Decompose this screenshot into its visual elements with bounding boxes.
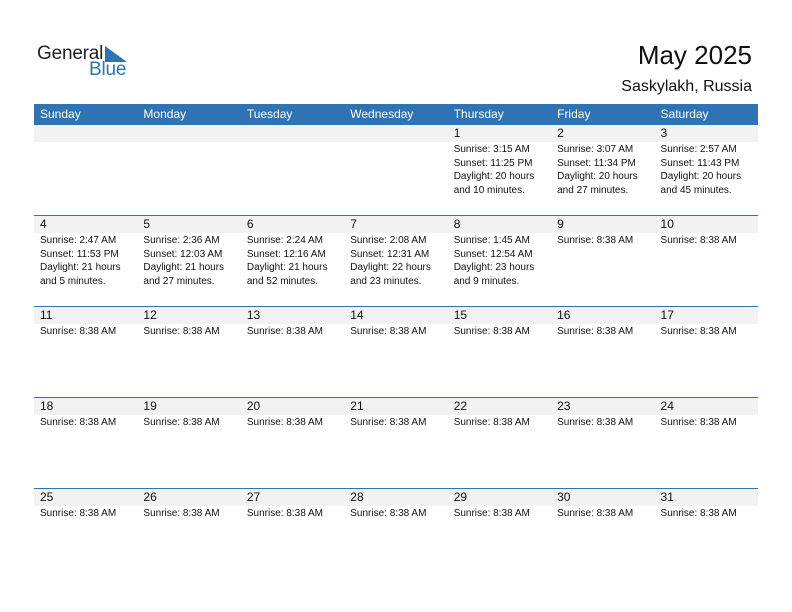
day-info	[34, 506, 137, 521]
day-number: 31	[655, 489, 758, 506]
day-number: 7	[344, 216, 447, 233]
calendar-title: May 2025	[637, 40, 752, 70]
day-info	[241, 506, 344, 521]
day-info-line: Sunrise: 8:38 AM	[40, 508, 117, 519]
day-cell	[137, 125, 240, 215]
day-info-line: Sunrise: 8:38 AM	[557, 235, 634, 246]
day-info-line: Sunrise: 1:45 AM	[453, 235, 530, 246]
day-cell	[241, 398, 344, 488]
day-info	[551, 324, 654, 339]
day-cell	[448, 489, 551, 579]
day-number	[241, 125, 344, 142]
day-info-line: and 52 minutes.	[246, 275, 319, 287]
day-info-line: Sunrise: 8:38 AM	[143, 326, 220, 337]
day-cell	[448, 307, 551, 397]
day-info-line: and 23 minutes.	[350, 275, 422, 287]
day-number: 19	[137, 398, 240, 415]
day-info-line: Daylight: 20 hours	[453, 171, 535, 182]
day-info-line: Sunrise: 2:47 AM	[40, 235, 117, 246]
day-number: 27	[241, 489, 344, 506]
day-info-line: Daylight: 22 hours	[350, 262, 431, 273]
weekday-wednesday: Wednesday	[350, 107, 414, 121]
day-info-line: Sunrise: 2:36 AM	[143, 235, 220, 246]
day-info-line: Sunrise: 8:38 AM	[660, 508, 737, 519]
day-number	[344, 125, 447, 142]
calendar-week	[34, 306, 758, 397]
day-cell	[137, 216, 240, 306]
calendar-week	[34, 125, 758, 215]
day-number: 28	[344, 489, 447, 506]
day-number	[137, 125, 240, 142]
day-info-line: Sunrise: 8:38 AM	[40, 417, 117, 428]
day-info-line: Sunrise: 8:38 AM	[350, 417, 427, 428]
day-number: 30	[551, 489, 654, 506]
day-info-line: Sunrise: 8:38 AM	[557, 508, 634, 519]
day-info	[655, 415, 758, 430]
calendar-week	[34, 215, 758, 306]
week-row	[34, 216, 758, 306]
day-cell	[655, 307, 758, 397]
day-info	[448, 506, 551, 521]
day-info	[448, 324, 551, 339]
day-info-line: Sunrise: 8:38 AM	[143, 508, 220, 519]
day-number: 13	[241, 307, 344, 324]
day-number: 14	[344, 307, 447, 324]
day-number: 16	[551, 307, 654, 324]
calendar-week	[34, 397, 758, 488]
logo-text-general: General	[37, 43, 104, 64]
day-info-line: and 10 minutes.	[453, 184, 525, 196]
weekday-thursday: Thursday	[453, 107, 504, 121]
calendar-week	[34, 488, 758, 579]
day-cell	[551, 216, 654, 306]
week-row	[34, 125, 758, 215]
day-number: 24	[655, 398, 758, 415]
day-info-line: and 27 minutes.	[557, 184, 629, 196]
day-info-line: and 5 minutes.	[40, 275, 106, 287]
day-info	[344, 506, 447, 521]
day-info	[137, 506, 240, 521]
day-number: 9	[551, 216, 654, 233]
day-info	[551, 142, 654, 197]
day-cell	[137, 307, 240, 397]
day-number: 10	[655, 216, 758, 233]
day-info-line: Daylight: 21 hours	[143, 262, 225, 273]
weekday-friday: Friday	[557, 107, 591, 121]
day-cell	[655, 216, 758, 306]
day-cell	[137, 489, 240, 579]
logo-text-blue: Blue	[89, 59, 127, 80]
day-cell	[448, 398, 551, 488]
day-cell	[34, 307, 137, 397]
day-info-line: Sunrise: 8:38 AM	[453, 508, 530, 519]
day-info-line: Daylight: 20 hours	[557, 171, 638, 182]
day-info-line: Sunrise: 8:38 AM	[246, 417, 323, 428]
day-cell	[241, 216, 344, 306]
day-cell	[34, 489, 137, 579]
day-info-line: Sunrise: 8:38 AM	[40, 326, 117, 337]
week-row	[34, 307, 758, 397]
day-cell	[344, 125, 447, 215]
day-info-line: Sunset: 11:43 PM	[660, 157, 740, 169]
day-info	[34, 324, 137, 339]
weekday-monday: Monday	[143, 107, 187, 121]
day-info-line: Sunrise: 8:38 AM	[660, 417, 737, 428]
day-info	[655, 324, 758, 339]
day-number: 21	[344, 398, 447, 415]
day-number: 11	[34, 307, 137, 324]
day-info-line: Sunrise: 8:38 AM	[453, 417, 530, 428]
day-cell	[34, 398, 137, 488]
day-info-line: Sunset: 12:03 AM	[143, 248, 223, 260]
day-info	[241, 415, 344, 430]
day-info	[137, 233, 240, 288]
day-cell	[34, 216, 137, 306]
day-info-line: Sunrise: 8:38 AM	[453, 326, 530, 337]
day-info	[137, 324, 240, 339]
calendar-location: Saskylakh, Russia	[621, 78, 752, 95]
calendar-grid	[34, 104, 758, 579]
day-number: 20	[241, 398, 344, 415]
day-number: 25	[34, 489, 137, 506]
day-number: 12	[137, 307, 240, 324]
day-cell	[241, 307, 344, 397]
day-info-line: Sunrise: 8:38 AM	[557, 417, 634, 428]
brand-logo	[37, 43, 137, 83]
day-cell	[344, 489, 447, 579]
day-cell	[655, 125, 758, 215]
day-cell	[551, 398, 654, 488]
day-info	[34, 415, 137, 430]
day-info-line: Sunrise: 8:38 AM	[246, 326, 323, 337]
day-info-line: Sunset: 12:54 AM	[453, 248, 533, 260]
day-number: 2	[551, 125, 654, 142]
day-cell	[344, 216, 447, 306]
day-cell	[551, 489, 654, 579]
day-number: 4	[34, 216, 137, 233]
day-info-line: Daylight: 23 hours	[453, 262, 535, 273]
day-cell	[344, 307, 447, 397]
calendar-weeks	[34, 125, 758, 579]
day-info-line: Daylight: 20 hours	[660, 171, 742, 182]
day-info	[551, 415, 654, 430]
day-info-line: and 9 minutes.	[453, 275, 520, 287]
day-info-line: Sunset: 11:53 PM	[40, 248, 119, 260]
day-info-line: Sunrise: 3:07 AM	[557, 144, 634, 155]
day-number: 1	[448, 125, 551, 142]
day-number: 3	[655, 125, 758, 142]
day-cell	[448, 125, 551, 215]
day-info-line: Daylight: 21 hours	[40, 262, 121, 273]
day-number: 26	[137, 489, 240, 506]
week-row	[34, 489, 758, 579]
day-info-line: and 45 minutes.	[660, 184, 732, 196]
day-info	[448, 415, 551, 430]
day-cell	[241, 125, 344, 215]
day-info	[344, 324, 447, 339]
day-number: 6	[241, 216, 344, 233]
day-info	[448, 142, 551, 197]
day-number: 22	[448, 398, 551, 415]
day-cell	[551, 307, 654, 397]
day-info	[551, 506, 654, 521]
day-info-line: Sunrise: 2:57 AM	[660, 144, 737, 155]
day-info	[241, 233, 344, 288]
day-info-line: Sunrise: 2:08 AM	[350, 235, 427, 246]
weekday-saturday: Saturday	[660, 107, 709, 121]
weekday-sunday: Sunday	[40, 107, 81, 121]
day-info	[241, 142, 344, 143]
day-info-line: Sunrise: 3:15 AM	[453, 144, 530, 155]
day-info-line: Sunrise: 8:38 AM	[350, 508, 427, 519]
day-info-line: Sunset: 12:16 AM	[246, 248, 326, 260]
day-cell	[137, 398, 240, 488]
day-info-line: Sunset: 11:34 PM	[557, 157, 636, 169]
day-info-line: Sunset: 12:31 AM	[350, 248, 430, 260]
day-info	[137, 142, 240, 143]
day-info	[551, 233, 654, 248]
day-info	[655, 142, 758, 197]
day-number: 5	[137, 216, 240, 233]
day-number: 8	[448, 216, 551, 233]
day-info-line: and 27 minutes.	[143, 275, 215, 287]
day-number: 15	[448, 307, 551, 324]
day-info-line: Sunrise: 8:38 AM	[143, 417, 220, 428]
day-info-line: Sunrise: 8:38 AM	[557, 326, 634, 337]
day-number: 29	[448, 489, 551, 506]
day-info-line: Sunrise: 8:38 AM	[660, 235, 737, 246]
day-info	[344, 233, 447, 288]
day-number: 18	[34, 398, 137, 415]
day-info-line: Sunrise: 8:38 AM	[660, 326, 737, 337]
day-number: 23	[551, 398, 654, 415]
day-info-line: Daylight: 21 hours	[246, 262, 328, 273]
day-cell	[655, 489, 758, 579]
day-info	[448, 233, 551, 288]
day-info	[34, 142, 137, 143]
day-info	[655, 233, 758, 248]
day-info-line: Sunrise: 8:38 AM	[350, 326, 427, 337]
day-info	[344, 142, 447, 143]
day-cell	[551, 125, 654, 215]
day-cell	[34, 125, 137, 215]
weekday-header	[34, 104, 758, 125]
day-info	[655, 506, 758, 521]
day-cell	[655, 398, 758, 488]
day-info	[34, 233, 137, 288]
day-number: 17	[655, 307, 758, 324]
day-info-line: Sunrise: 8:38 AM	[246, 508, 323, 519]
day-info	[241, 324, 344, 339]
day-info-line: Sunset: 11:25 PM	[453, 157, 533, 169]
day-cell	[344, 398, 447, 488]
weekday-tuesday: Tuesday	[246, 107, 293, 121]
day-number	[34, 125, 137, 142]
day-cell	[448, 216, 551, 306]
day-info	[344, 415, 447, 430]
day-info-line: Sunrise: 2:24 AM	[246, 235, 323, 246]
week-row	[34, 398, 758, 488]
day-cell	[241, 489, 344, 579]
day-info	[137, 415, 240, 430]
